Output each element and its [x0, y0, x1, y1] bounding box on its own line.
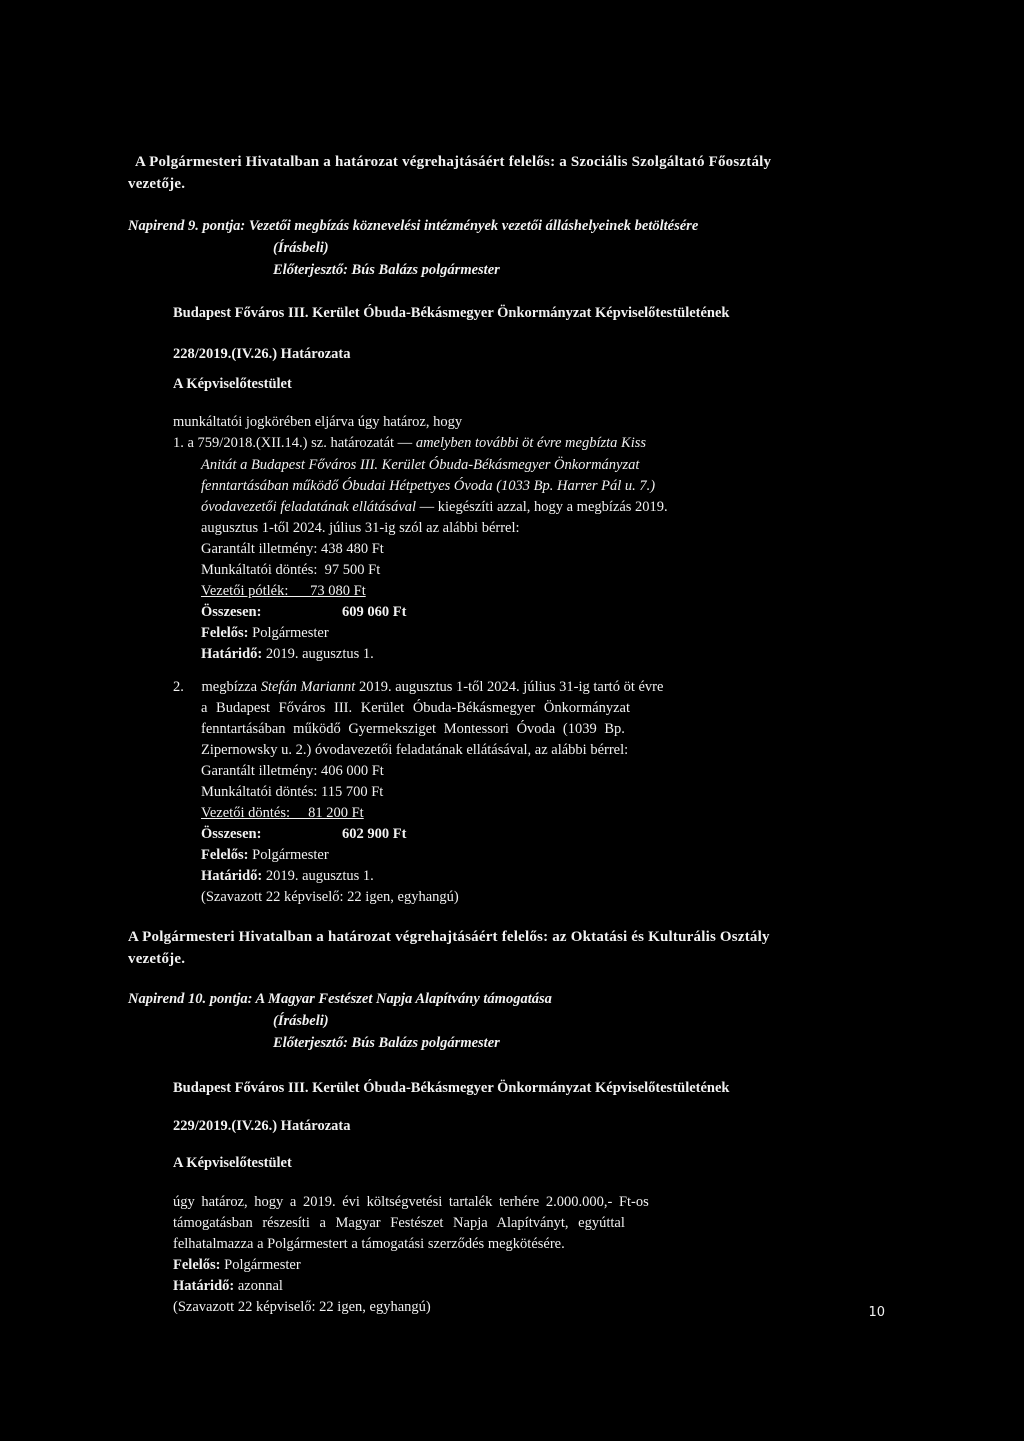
resolution-229-body: Budapest Főváros III. Kerület Óbuda-Békásmegyer Önkormányzat Képviselőtestületének — [173, 1080, 730, 1096]
resolution-228-vote: (Szavazott 22 képviselő: 22 igen, egyhangú) — [201, 889, 459, 905]
point-2-line-1-a: megbízza — [201, 679, 261, 695]
point-1-deadline — [201, 645, 374, 664]
resolution-229-line-1: úgy határoz, hogy a 2019. évi költségvetési tartalék terhére 2.000.000,- Ft-os — [173, 1194, 649, 1210]
point-1-responsible — [201, 624, 329, 643]
point-1-total-label: Összesen: — [201, 604, 262, 620]
point-2-deadline-label: Határidő: — [201, 868, 263, 884]
resolution-229-responsible-value: Polgármester — [220, 1257, 301, 1273]
resolution-229-subject: A Képviselőtestület — [173, 1155, 292, 1171]
page-number: 10 — [868, 1305, 885, 1320]
point-1-total-value: 609 060 Ft — [342, 604, 407, 620]
point-1-line-1 — [173, 434, 646, 453]
resolution-229-responsible — [173, 1256, 301, 1275]
agenda-9-presenter: Előterjesztő: Bús Balázs polgármester — [273, 262, 500, 278]
agenda-9-title: Napirend 9. pontja: Vezetői megbízás köznevelési intézmények vezetői álláshelyeinek betöltésére — [128, 218, 699, 234]
resolution-229-line-3: felhatalmazza a Polgármestert a támogatási szerződés megkötésére. — [173, 1236, 565, 1252]
point-1-line-4-italic: óvodavezetői feladatának ellátásával — [201, 499, 417, 515]
point-2-line-4: Zipernowsky u. 2.) óvodavezetői feladatának ellátásával, az alábbi bérrel: — [201, 742, 629, 758]
agenda-10-presenter: Előterjesztő: Bús Balázs polgármester — [273, 1035, 500, 1051]
resolution-229-line-2: támogatásban részesíti a Magyar Festészet Napja Alapítványt, egyúttal — [173, 1215, 625, 1231]
point-2-salary-decision: Munkáltatói döntés: 115 700 Ft — [201, 784, 384, 800]
agenda-9-written: (Írásbeli) — [273, 240, 329, 256]
point-2-responsible — [201, 846, 329, 865]
point-1-line-4 — [201, 498, 668, 517]
point-1-deadline-value: 2019. augusztus 1. — [262, 646, 374, 662]
point-1-responsible-label: Felelős: — [201, 625, 249, 641]
responsible-line-2: vezetője. — [128, 176, 186, 192]
point-2-responsible-label: Felelős: — [201, 847, 249, 863]
point-1-line-1-italic: amelyben további öt évre megbízta Kiss — [412, 435, 647, 451]
agenda-10-written: (Írásbeli) — [273, 1013, 329, 1029]
point-2-line-2: a Budapest Főváros III. Kerület Óbuda-Békásmegyer Önkormányzat — [201, 700, 631, 716]
point-1-salary-base: Garantált illetmény: 438 480 Ft — [201, 541, 384, 557]
point-2-deadline-value: 2019. augusztus 1. — [262, 868, 374, 884]
resolution-229-responsible-label: Felelős: — [173, 1257, 221, 1273]
resolution-229-vote: (Szavazott 22 képviselő: 22 igen, egyhangú) — [173, 1299, 431, 1315]
point-2-number: 2. — [173, 679, 184, 695]
point-1-responsible-value: Polgármester — [248, 625, 329, 641]
point-2-line-1-b: 2019. augusztus 1-től 2024. július 31-ig tartó öt évre — [355, 679, 664, 695]
point-2-salary-bonus: Vezetői döntés: 81 200 Ft — [201, 805, 364, 821]
point-2-total-label: Összesen: — [201, 826, 262, 842]
point-1-salary-bonus: Vezetői pótlék: 73 080 Ft — [201, 583, 366, 599]
resolution-228-subject: A Képviselőtestület — [173, 376, 292, 392]
point-2-salary-base: Garantált illetmény: 406 000 Ft — [201, 763, 384, 779]
resolution-229-deadline — [173, 1277, 283, 1296]
point-2-total-value: 602 900 Ft — [342, 826, 407, 842]
point-1-deadline-label: Határidő: — [201, 646, 263, 662]
resolution-229-number: 229/2019.(IV.26.) Határozata — [173, 1118, 351, 1134]
point-1-line-2: Anitát a Budapest Főváros III. Kerület Óbuda-Békásmegyer Önkormányzat — [201, 457, 640, 473]
responsible-2-line-2: vezetője. — [128, 951, 186, 967]
resolution-228-body: Budapest Főváros III. Kerület Óbuda-Békásmegyer Önkormányzat Képviselőtestületének — [173, 305, 730, 321]
point-2-name: Stefán Mariannt — [260, 679, 356, 695]
point-1-line-5: augusztus 1-től 2024. július 31-ig szól az alábbi bérrel: — [201, 520, 520, 536]
responsible-line-1: A Polgármesteri Hivatalban a határozat végrehajtásáért felelős: a Szociális Szolgáltató Főosztály — [135, 154, 772, 170]
resolution-229-deadline-label: Határidő: — [173, 1278, 235, 1294]
point-1-line-4-text: — kiegészíti azzal, hogy a megbízás 2019. — [416, 499, 668, 515]
resolution-228-intro: munkáltatói jogkörében eljárva úgy határoz, hogy — [173, 414, 463, 430]
point-1-salary-decision: Munkáltatói döntés: 97 500 Ft — [201, 562, 381, 578]
agenda-10-title: Napirend 10. pontja: A Magyar Festészet Napja Alapítvány támogatása — [128, 991, 552, 1007]
responsible-2-line-1: A Polgármesteri Hivatalban a határozat végrehajtásáért felelős: az Oktatási és Kulturális Osztály — [128, 929, 770, 945]
point-2-responsible-value: Polgármester — [248, 847, 329, 863]
point-1-line-3: fenntartásában működő Óbudai Hétpettyes Óvoda (1033 Bp. Harrer Pál u. 7.) — [201, 478, 656, 494]
point-2-line-1 — [173, 678, 663, 697]
point-2-line-3: fenntartásában működő Gyermeksziget Montessori Óvoda (1039 Bp. — [201, 721, 625, 737]
resolution-229-deadline-value: azonnal — [234, 1278, 283, 1294]
point-1-line-1-text: 1. a 759/2018.(XII.14.) sz. határozatát — — [173, 435, 413, 451]
resolution-228-number: 228/2019.(IV.26.) Határozata — [173, 346, 351, 362]
point-2-deadline — [201, 867, 374, 886]
